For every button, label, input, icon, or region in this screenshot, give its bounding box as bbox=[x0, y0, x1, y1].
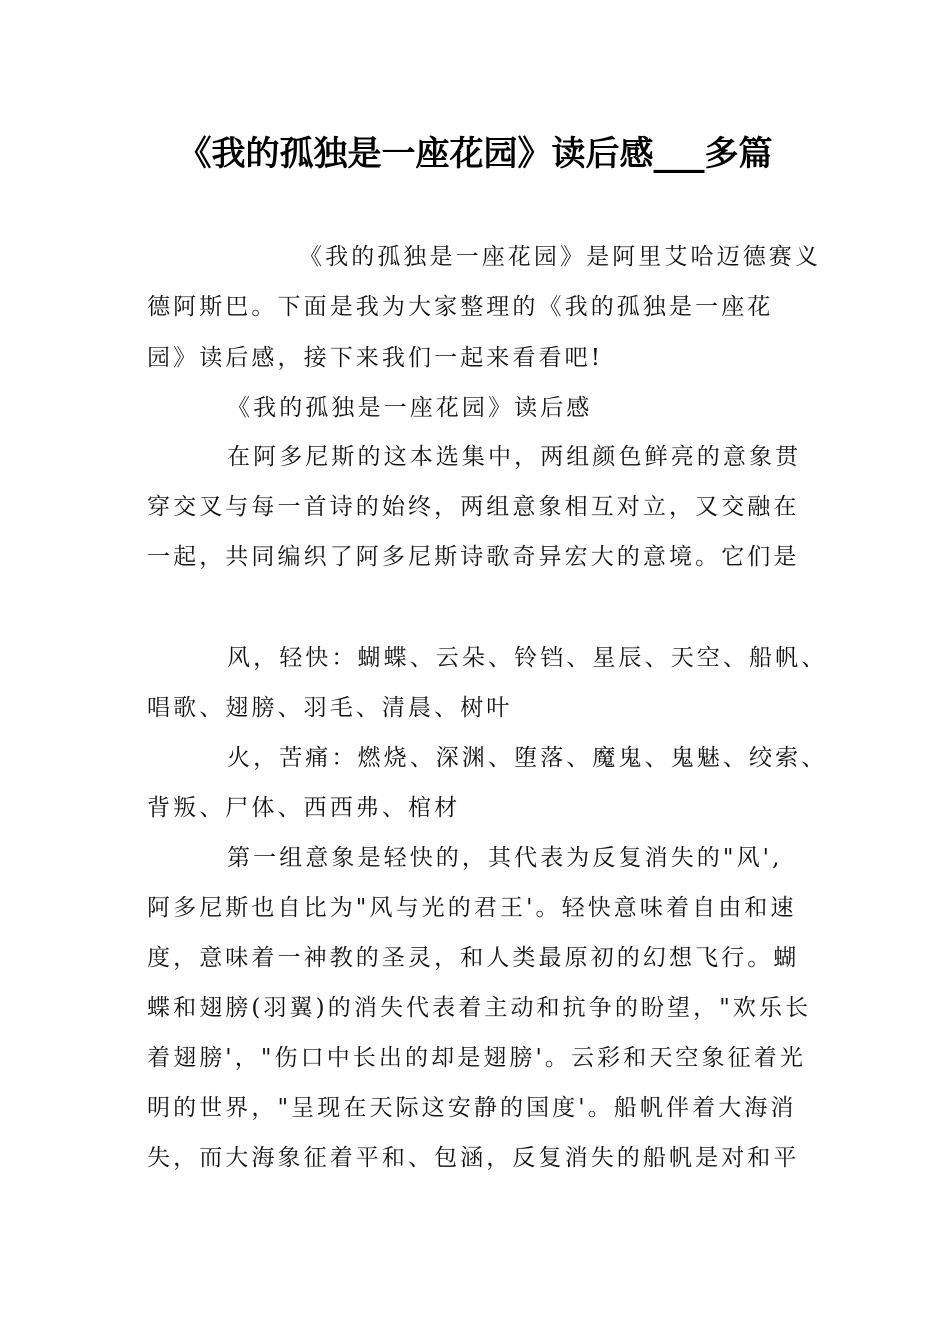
section-heading: 《我的孤独是一座花园》读后感 bbox=[227, 395, 593, 421]
paragraph-line: 明的世界，"呈现在天际这安静的国度'。船帆伴着大海消 bbox=[147, 1095, 797, 1121]
paragraph-line: 风，轻快：蝴蝶、云朵、铃铛、星辰、天空、船帆、 bbox=[227, 645, 828, 671]
paragraph-line: 第一组意象是轻快的，其代表为反复消失的"风', bbox=[227, 845, 783, 871]
paragraph-line: 在阿多尼斯的这本选集中，两组颜色鲜亮的意象贯 bbox=[227, 444, 802, 470]
paragraph-line: 一起，共同编织了阿多尼斯诗歌奇异宏大的意境。它们是 bbox=[147, 544, 800, 570]
paragraph-line: 背叛、尸体、西西弗、棺材 bbox=[147, 795, 461, 821]
paragraph-line: 德阿斯巴。下面是我为大家整理的《我的孤独是一座花 bbox=[147, 294, 774, 320]
paragraph-line: 阿多尼斯也自比为"风与光的君王'。轻快意味着自由和速 bbox=[147, 895, 797, 921]
paragraph-line: 蝶和翅膀(羽翼)的消失代表着主动和抗争的盼望，"欢乐长 bbox=[147, 995, 812, 1021]
paragraph-line: 唱歌、翅膀、羽毛、清晨、树叶 bbox=[147, 695, 513, 721]
document-title: 《我的孤独是一座花园》读后感___多篇 bbox=[177, 134, 773, 174]
paragraph-line: 穿交叉与每一首诗的始终，两组意象相互对立，又交融在 bbox=[147, 494, 800, 520]
paragraph-line: 度，意味着一神教的圣灵，和人类最原初的幻想飞行。蝴 bbox=[147, 945, 800, 971]
paragraph-line: 失，而大海象征着平和、包涵，反复消失的船帆是对和平 bbox=[147, 1145, 800, 1171]
paragraph-line: 园》读后感，接下来我们一起来看看吧! bbox=[147, 345, 604, 371]
paragraph-line: 火，苦痛：燃烧、深渊、堕落、魔鬼、鬼魅、绞索、 bbox=[227, 745, 828, 771]
paragraph-line: 着翅膀'，"伤口中长出的却是翅膀'。云彩和天空象征着光 bbox=[147, 1045, 806, 1071]
paragraph-line: 《我的孤独是一座花园》是阿里艾哈迈德赛义 bbox=[299, 244, 821, 270]
